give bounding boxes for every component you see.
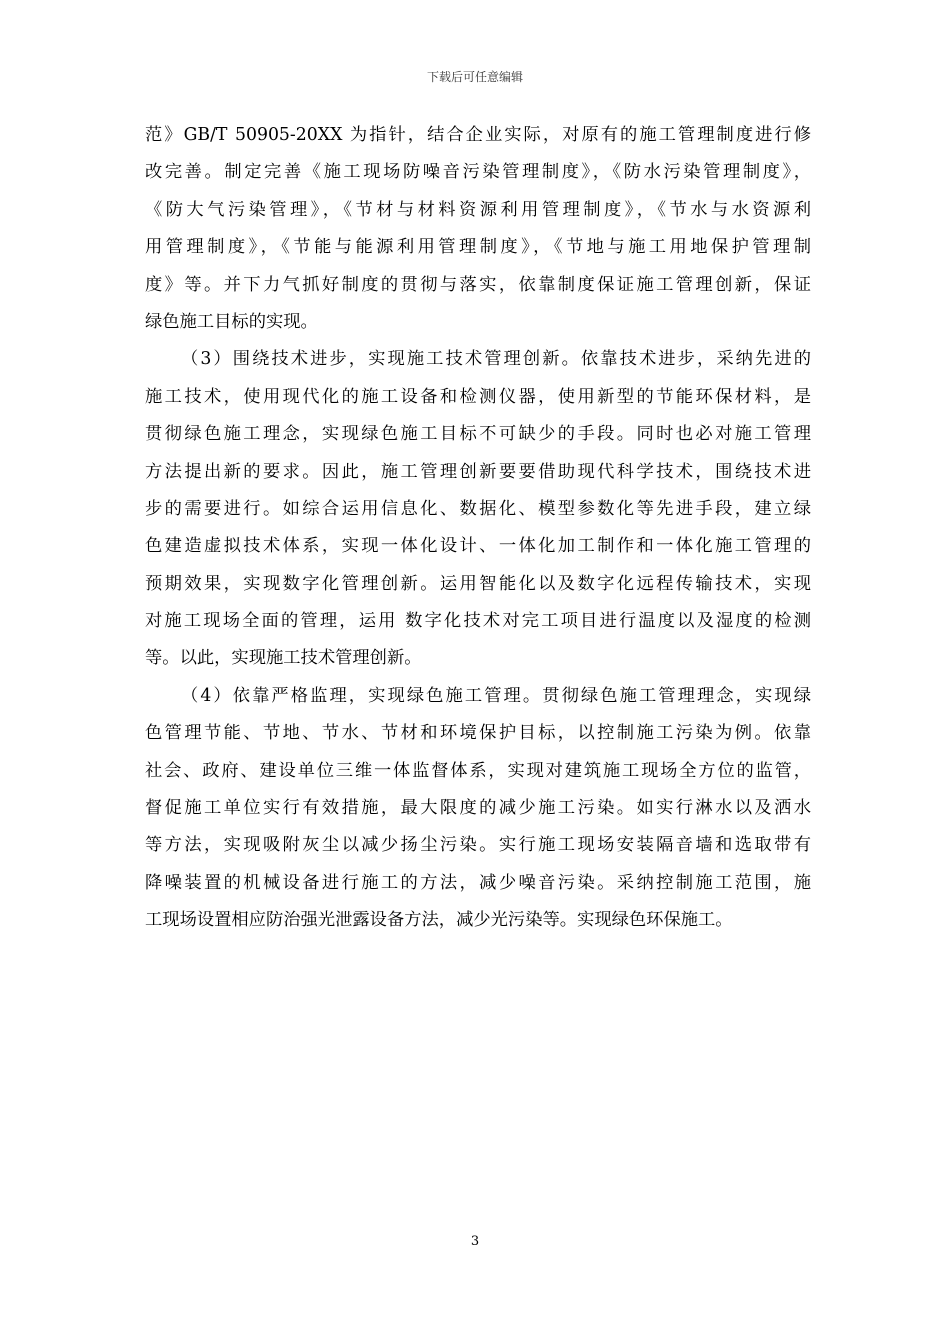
- text-line: 绿色施工目标的实现。: [145, 311, 318, 332]
- text-line: 社会、政府、建设单位三维一体监督体系，实现对建筑施工现场全方位的监管，: [145, 760, 811, 781]
- text-line: 步的需要进行。如综合运用信息化、数据化、模型参数化等先进手段，建立绿: [145, 498, 811, 519]
- text-line: 范》GB/T 50905-20XX 为指针，结合企业实际，对原有的施工管理制度进行修: [145, 125, 811, 145]
- text-line: 降噪装置的机械设备进行施工的方法，减少噪音污染。采纳控制施工范围，施: [145, 872, 811, 893]
- document-body: [145, 117, 811, 940]
- text-line: 督促施工单位实行有效措施，最大限度的减少施工污染。如实行淋水以及洒水: [145, 798, 811, 819]
- text-line: 色建造虚拟技术体系，实现一体化设计、一体化加工制作和一体化施工管理的: [145, 536, 811, 557]
- paragraph: [145, 341, 811, 678]
- text-line: 等。以此，实现施工技术管理创新。: [145, 648, 422, 669]
- text-line: （4）依靠严格监理，实现绿色施工管理。贯彻绿色施工管理理念，实现绿: [181, 685, 811, 706]
- page-header: 下载后可任意编辑: [426, 70, 523, 84]
- text-line: 对施工现场全面的管理，运用 数字化技术对完工项目进行温度以及湿度的检测: [145, 611, 811, 632]
- text-line: 预期效果，实现数字化管理创新。运用智能化以及数字化远程传输技术，实现: [145, 573, 811, 594]
- text-line: 《防大气污染管理》，《节材与材料资源利用管理制度》，《节水与水资源利: [145, 199, 811, 220]
- text-line: 色管理节能、节地、节水、节材和环境保护目标，以控制施工污染为例。依靠: [145, 723, 811, 744]
- text-line: 施工技术，使用现代化的施工设备和检测仪器，使用新型的节能环保材料，是: [145, 386, 811, 407]
- text-line: （3）围绕技术进步，实现施工技术管理创新。依靠技术进步，采纳先进的: [181, 349, 811, 370]
- text-line: 改完善。制定完善《施工现场防噪音污染管理制度》，《防水污染管理制度》，: [145, 162, 811, 183]
- paragraph: [145, 678, 811, 940]
- paragraph: [145, 117, 811, 341]
- text-line: 方法提出新的要求。因此，施工管理创新要要借助现代科学技术，围绕技术进: [145, 461, 811, 482]
- page-number: 3: [470, 1234, 480, 1249]
- text-line: 等方法，实现吸附灰尘以减少扬尘污染。实行施工现场安装隔音墙和选取带有: [145, 835, 811, 856]
- text-line: 工现场设置相应防治强光泄露设备方法，减少光污染等。实现绿色环保施工。: [145, 910, 733, 931]
- text-line: 贯彻绿色施工理念，实现绿色施工目标不可缺少的手段。同时也必对施工管理: [145, 424, 811, 445]
- text-line: 用管理制度》，《节能与能源利用管理制度》，《节地与施工用地保护管理制: [145, 237, 811, 258]
- text-line: 度》等。并下力气抓好制度的贯彻与落实，依靠制度保证施工管理创新，保证: [145, 274, 811, 295]
